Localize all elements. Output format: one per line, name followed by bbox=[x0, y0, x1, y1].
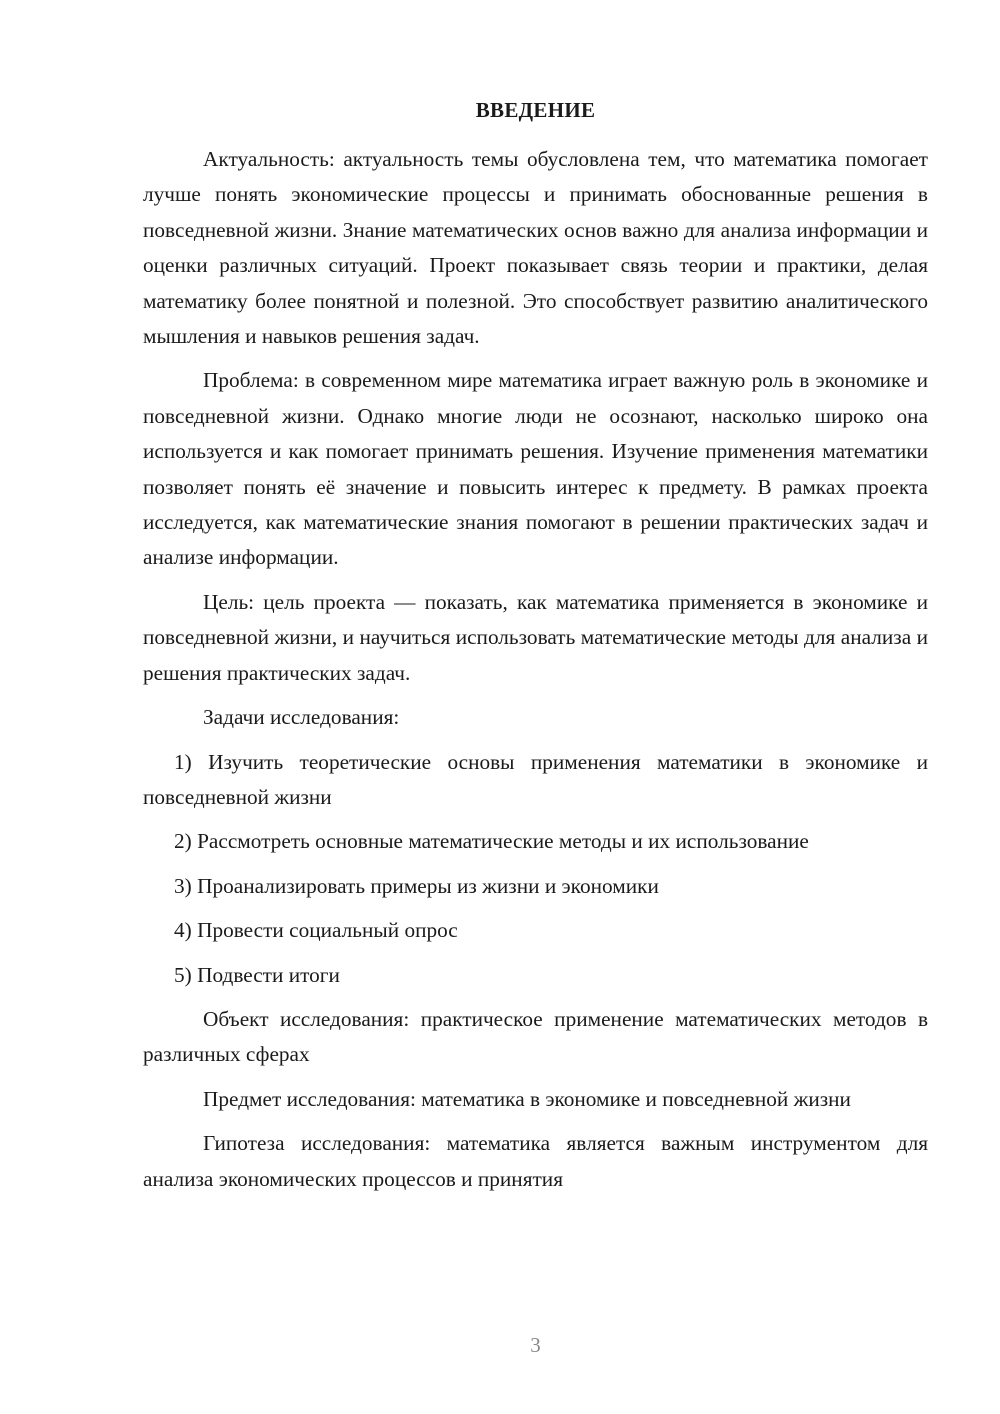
paragraph-problem: Проблема: в современном мире математика играет важную роль в экономике и повседневной жизни. Однако многие люди не осознают, насколько широко она используется и как помогает принимать решения. Изучение применения математики позволяет понять её значение и повысить интерес к предмету. В рамках проекта исследуется, как математические знания помогают в решении практических задач и анализе информации. bbox=[143, 368, 928, 570]
task-item: 2) Рассмотреть основные математические методы и их использование bbox=[174, 829, 809, 854]
task-item: 1) Изучить теоретические основы применения математики в экономике и повседневной жизни bbox=[143, 749, 928, 809]
task-item: 4) Провести социальный опрос bbox=[174, 918, 458, 943]
paragraph-subject: Предмет исследования: математика в экономике и повседневной жизни bbox=[203, 1086, 851, 1111]
section-title: ВВЕДЕНИЕ bbox=[475, 98, 596, 122]
document-body bbox=[143, 142, 928, 1206]
paragraph-object: Объект исследования: практическое применение математических методов в различных сферах bbox=[143, 1006, 928, 1067]
page-number: 3 bbox=[530, 1333, 541, 1357]
document-page bbox=[143, 0, 928, 1414]
paragraph-hypothesis: Гипотеза исследования: математика является важным инструментом для анализа экономических процессов и принятия bbox=[143, 1131, 928, 1191]
paragraph-relevance: Актуальность: актуальность темы обусловлена тем, что математика помогает лучше понять экономические процессы и принимать обоснованные решения в повседневной жизни. Знание математических основ важно для анализа информации и оценки различных ситуаций. Проект показывает связь теории и практики, делая математику более понятной и полезной. Это способствует развитию аналитического мышления и навыков решения задач. bbox=[143, 147, 928, 349]
task-item: 5) Подвести итоги bbox=[174, 962, 340, 987]
task-item: 3) Проанализировать примеры из жизни и экономики bbox=[174, 873, 659, 898]
tasks-heading: Задачи исследования: bbox=[203, 705, 400, 730]
paragraph-goal: Цель: цель проекта — показать, как математика применяется в экономике и повседневной жизни, и научиться использовать математические методы для анализа и решения практических задач. bbox=[143, 589, 928, 685]
